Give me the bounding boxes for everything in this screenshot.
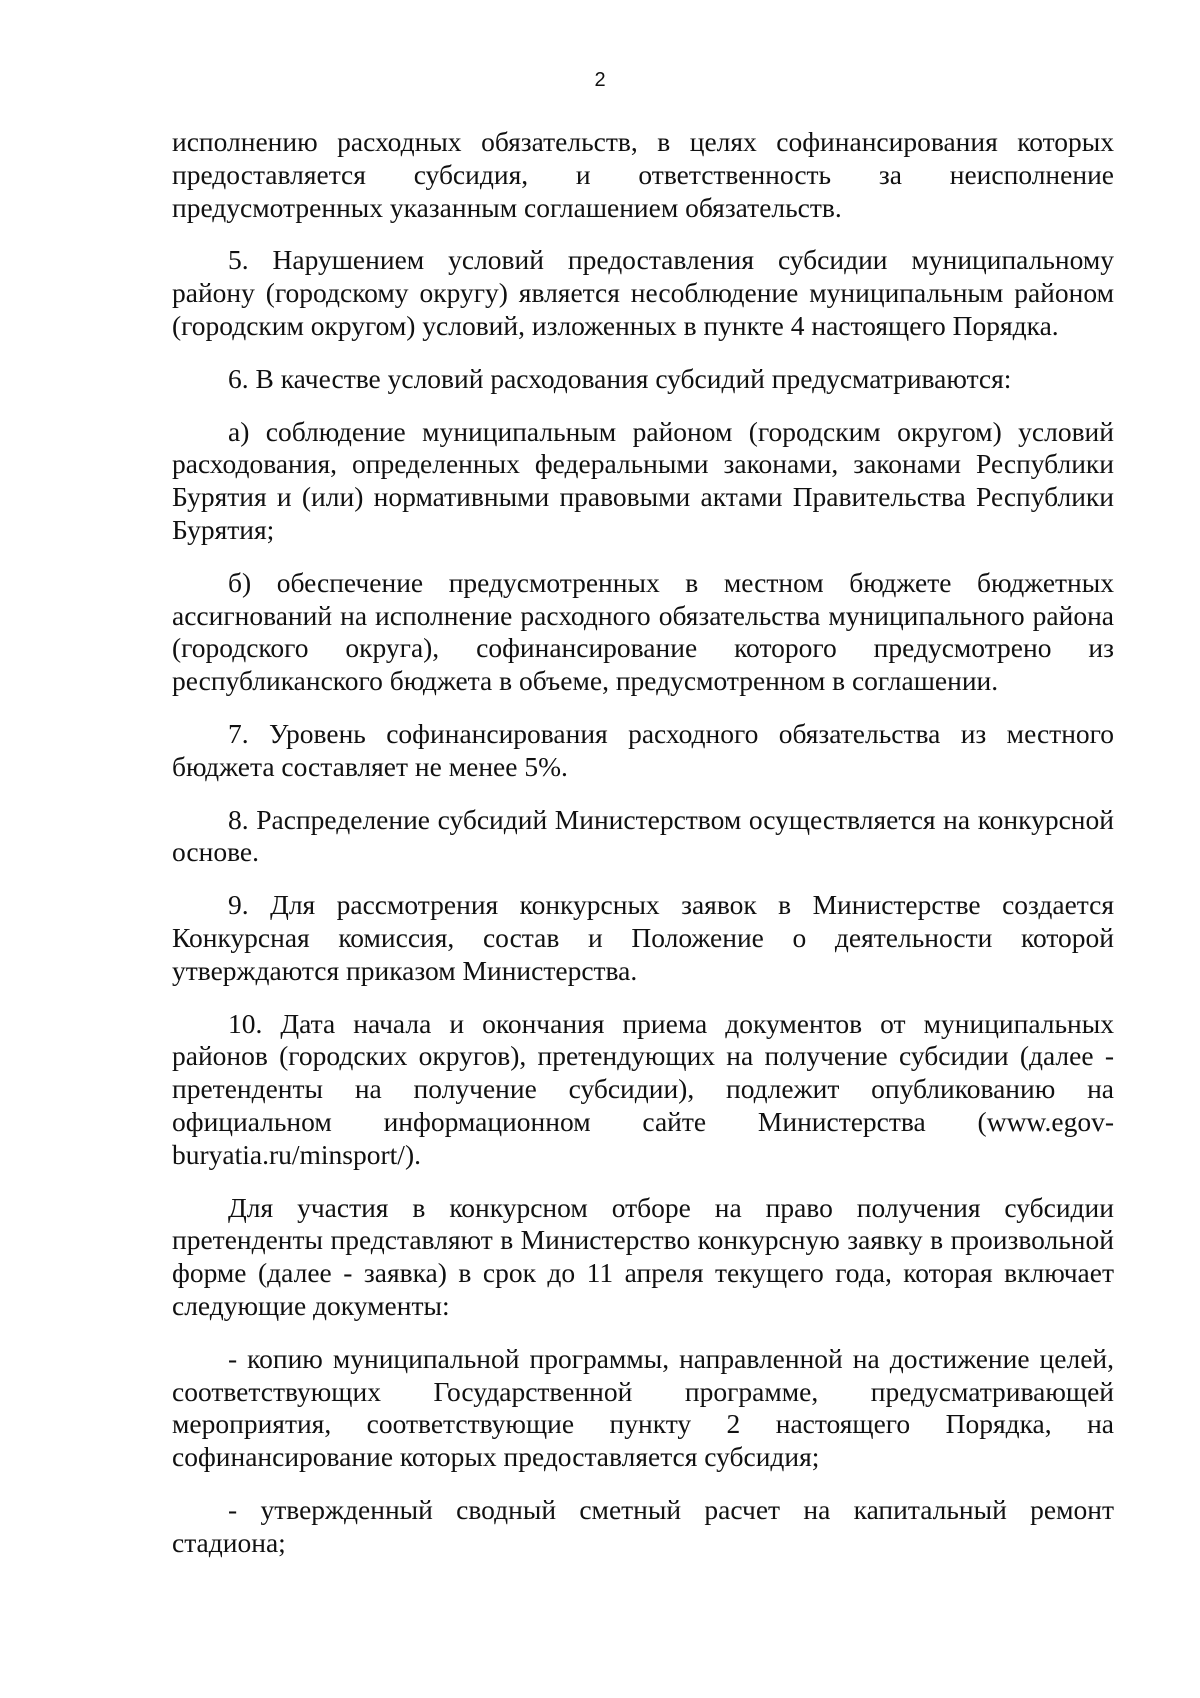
paragraph-7: 7. Уровень софинансирования расходного обязательства из местного бюджета составляет не менее 5%. xyxy=(172,717,1114,782)
paragraph-continuation: исполнению расходных обязательств, в целях софинансирования которых предоставляется субсидия, и ответственность за неисполнение предусмотренных указанным соглашением обязательств. xyxy=(172,126,1114,223)
list-item-estimate: - утвержденный сводный сметный расчет на капитальный ремонт стадиона; xyxy=(172,1493,1114,1558)
paragraph-8: 8. Распределение субсидий Министерством осуществляется на конкурсной основе. xyxy=(172,803,1114,868)
paragraph-6b: б) обеспечение предусмотренных в местном бюджете бюджетных ассигнований на исполнение расходного обязательства муниципального района (городского округа), софинансирование которого предусмотрено из республиканского бюджета в объеме, предусмотренном в соглашении. xyxy=(172,566,1114,697)
paragraph-5: 5. Нарушением условий предоставления субсидии муниципальному району (городскому округу) является несоблюдение муниципальным районом (городским округом) условий, изложенных в пункте 4 настоящего Порядка. xyxy=(172,244,1114,341)
paragraph-6: 6. В качестве условий расходования субсидий предусматриваются: xyxy=(228,362,1012,394)
paragraph-6a: а) соблюдение муниципальным районом (городским округом) условий расходования, определенных федеральными законами, законами Республики Бурятия и (или) нормативными правовыми актами Правительства Республики Бурятия; xyxy=(172,415,1114,545)
list-item-program-copy: - копию муниципальной программы, направленной на достижение целей, соответствующих Государственной программе, предусматривающей мероприятия, соответствующие пункту 2 настоящего Порядка, на софинансирование которых предоставляется субсидия; xyxy=(172,1342,1114,1473)
document-body xyxy=(172,126,1114,1559)
paragraph-application: Для участия в конкурсном отборе на право получения субсидии претенденты представляют в Министерство конкурсную заявку в произвольной форме (далее - заявка) в срок до 11 апреля текущего года, которая включает следующие документы: xyxy=(172,1191,1114,1321)
paragraph-10: 10. Дата начала и окончания приема документов от муниципальных районов (городских округов), претендующих на получение субсидии (далее - претенденты на получение субсидии), подлежит опубликованию на официальном информационном сайте Министерства (www.egov-buryatia.ru/minsport/). xyxy=(172,1007,1114,1170)
page-number: 2 xyxy=(594,69,606,91)
paragraph-9: 9. Для рассмотрения конкурсных заявок в Министерстве создается Конкурсная комиссия, состав и Положение о деятельности которой утверждаются приказом Министерства. xyxy=(172,889,1114,986)
